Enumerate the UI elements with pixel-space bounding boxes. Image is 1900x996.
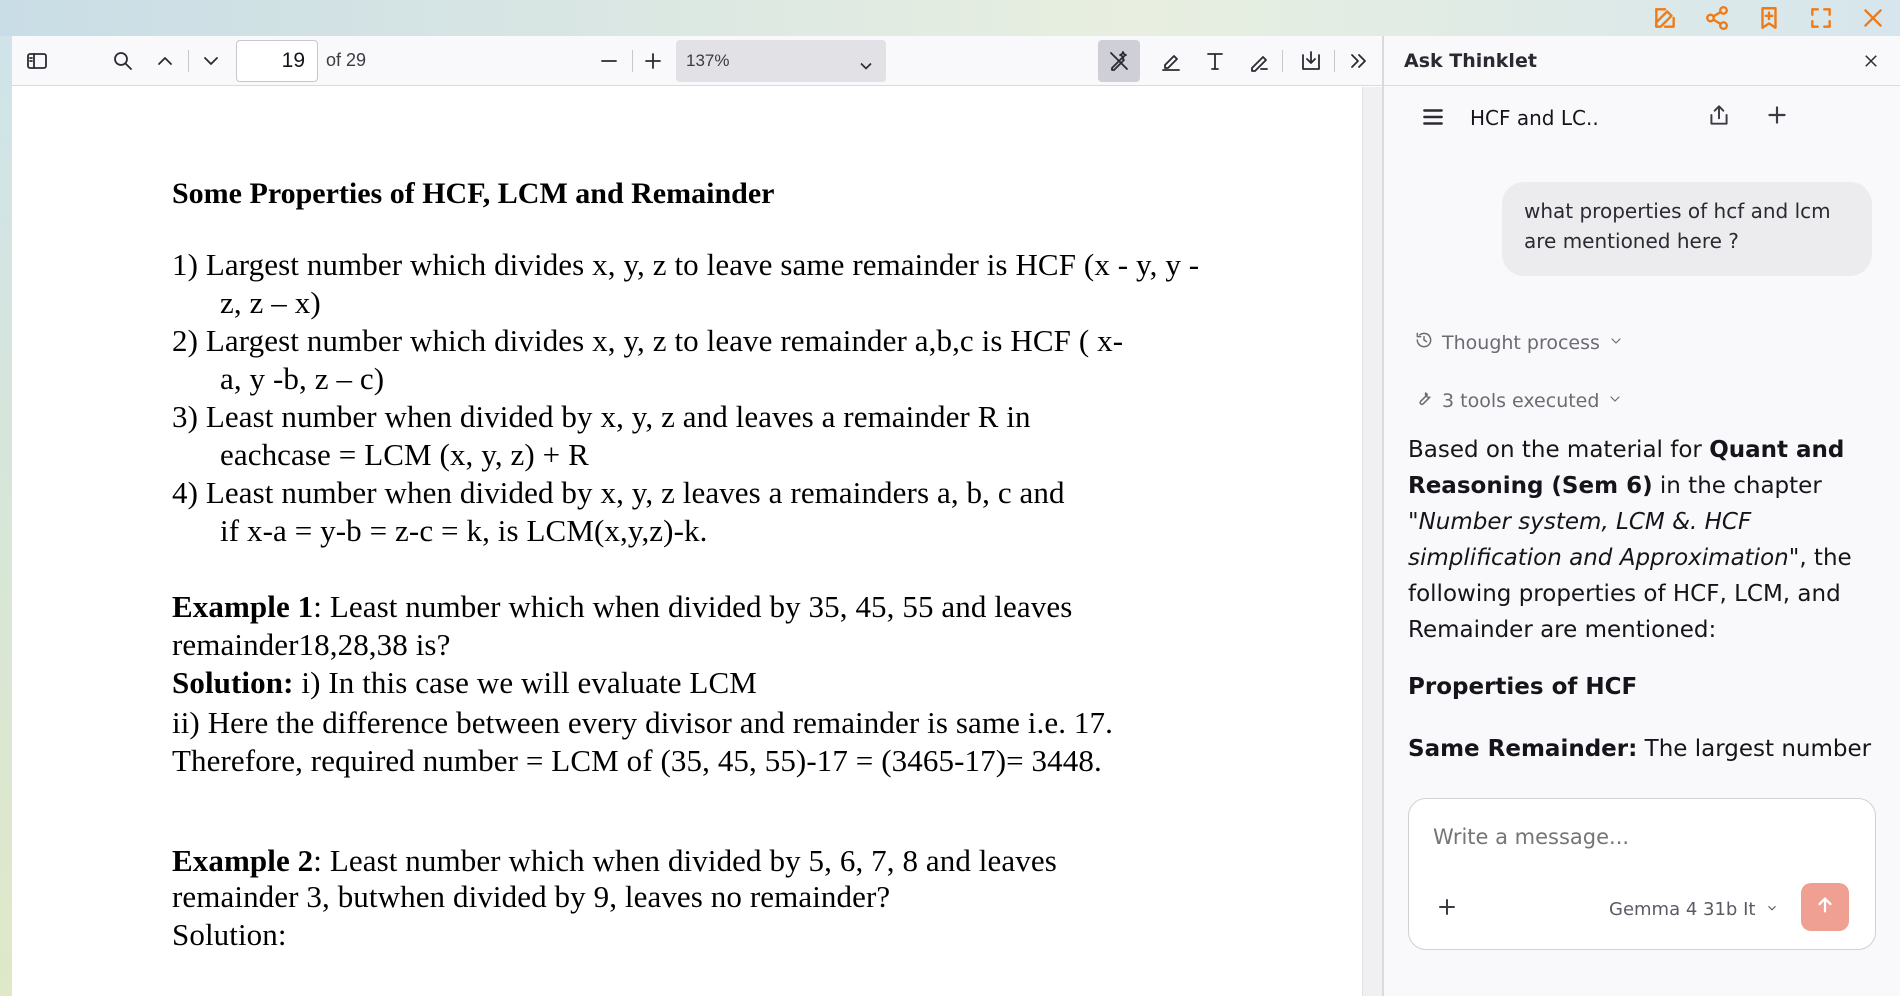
assistant-panel bbox=[1382, 36, 1900, 996]
answer-text: in the chapter bbox=[1652, 473, 1822, 499]
save-icon[interactable] bbox=[1294, 44, 1328, 78]
document-area[interactable] bbox=[12, 87, 1362, 996]
answer-italic: "Number system, LCM &. HCF simplification and Approximation" bbox=[1408, 509, 1800, 571]
answer-text: Based on the material for bbox=[1408, 437, 1710, 463]
more-tools-icon[interactable] bbox=[1342, 44, 1376, 78]
tools-executed-label: 3 tools executed bbox=[1442, 389, 1600, 412]
example-1-text-2: remainder18,28,38 is? bbox=[172, 627, 451, 662]
model-select[interactable] bbox=[1609, 899, 1779, 920]
example-2-solution: Solution: bbox=[172, 917, 287, 952]
message-input[interactable] bbox=[1433, 825, 1853, 849]
chat-bar bbox=[1384, 86, 1900, 146]
document-line: 4) Least number when divided by x, y, z leaves a remainders a, b, c and bbox=[172, 475, 1065, 510]
assistant-answer bbox=[1408, 432, 1878, 648]
sidebar-toggle-icon[interactable] bbox=[20, 44, 54, 78]
answer-bold: Quant and Reasoning (Sem 6) bbox=[1408, 437, 1845, 499]
answer-heading: Properties of HCF bbox=[1408, 674, 1638, 700]
panel-header bbox=[1384, 36, 1900, 86]
chevron-down-icon bbox=[1608, 332, 1624, 354]
thought-process-label: Thought process bbox=[1442, 331, 1600, 354]
chevron-down-icon bbox=[1607, 390, 1623, 412]
toolbar-separator bbox=[632, 50, 633, 72]
toolbar-separator bbox=[1334, 50, 1335, 72]
new-chat-icon[interactable] bbox=[1764, 102, 1790, 132]
pdf-toolbar bbox=[12, 36, 1382, 86]
answer-item-label: Same Remainder: bbox=[1408, 736, 1638, 762]
pdf-page bbox=[22, 87, 1352, 996]
ai-edit-icon[interactable] bbox=[1098, 40, 1140, 82]
search-icon[interactable] bbox=[106, 44, 140, 78]
chat-title[interactable]: HCF and LC.. bbox=[1470, 106, 1599, 130]
pdf-viewer bbox=[12, 36, 1382, 996]
solution-line-3: Therefore, required number = LCM of (35, 45, 55)-17 = (3465-17)= 3448. bbox=[172, 743, 1102, 778]
solution-1 bbox=[172, 665, 757, 701]
edit-icon[interactable] bbox=[1648, 0, 1682, 36]
example-2-text-2: remainder 3, butwhen divided by 9, leaves no remainder? bbox=[172, 879, 891, 914]
answer-text: , the following properties of HCF, LCM, and Remainder are mentioned: bbox=[1408, 545, 1852, 643]
document-line: 2) Largest number which divides x, y, z to leave remainder a,b,c is HCF ( x- bbox=[172, 323, 1124, 358]
example-1-label: Example 1 bbox=[172, 589, 314, 624]
answer-item bbox=[1408, 736, 1871, 762]
document-line: 1) Largest number which divides x, y, z to leave same remainder is HCF (x - y, y - bbox=[172, 247, 1200, 282]
previous-page-icon[interactable] bbox=[148, 44, 182, 78]
chevron-down-icon bbox=[1765, 899, 1779, 920]
title-actions bbox=[1648, 0, 1890, 36]
user-message: what properties of hcf and lcm are mentioned here ? bbox=[1502, 182, 1872, 276]
answer-fade bbox=[1384, 774, 1900, 796]
chevron-down-icon bbox=[856, 50, 876, 92]
title-bar bbox=[0, 0, 1900, 36]
model-name: Gemma 4 31b It bbox=[1609, 899, 1756, 920]
bookmark-add-icon[interactable] bbox=[1752, 0, 1786, 36]
zoom-out-icon[interactable] bbox=[592, 44, 626, 78]
document-line: eachcase = LCM (x, y, z) + R bbox=[220, 437, 589, 472]
example-2-label: Example 2 bbox=[172, 843, 314, 878]
close-panel-icon[interactable] bbox=[1856, 46, 1886, 76]
zoom-in-icon[interactable] bbox=[636, 44, 670, 78]
document-line: 3) Least number when divided by x, y, z and leaves a remainder R in bbox=[172, 399, 1031, 434]
page-heading: Some Properties of HCF, LCM and Remainder bbox=[172, 177, 775, 210]
example-1-text: : Least number which when divided by 35, 45, 55 and leaves bbox=[313, 589, 1073, 624]
send-button[interactable] bbox=[1801, 883, 1849, 931]
export-icon[interactable] bbox=[1706, 102, 1732, 132]
example-2-text: : Least number which when divided by 5, 6, 7, 8 and leaves bbox=[313, 843, 1057, 878]
fullscreen-icon[interactable] bbox=[1804, 0, 1838, 36]
document-line: z, z – x) bbox=[220, 285, 321, 320]
panel-title: Ask Thinklet bbox=[1404, 50, 1537, 72]
wrench-icon bbox=[1414, 388, 1434, 413]
draw-icon[interactable] bbox=[1242, 44, 1276, 78]
tools-executed-toggle[interactable] bbox=[1414, 388, 1623, 413]
document-scrollbar[interactable] bbox=[1362, 87, 1382, 996]
close-window-icon[interactable] bbox=[1856, 0, 1890, 36]
next-page-icon[interactable] bbox=[194, 44, 228, 78]
attach-icon[interactable] bbox=[1435, 895, 1459, 923]
share-icon[interactable] bbox=[1700, 0, 1734, 36]
message-composer bbox=[1408, 798, 1876, 950]
highlight-icon[interactable] bbox=[1154, 44, 1188, 78]
example-1 bbox=[172, 589, 1072, 625]
toolbar-separator bbox=[188, 50, 189, 72]
menu-icon[interactable] bbox=[1420, 104, 1446, 134]
zoom-select[interactable] bbox=[676, 40, 886, 82]
document-line: a, y -b, z – c) bbox=[220, 361, 385, 396]
thought-process-toggle[interactable] bbox=[1414, 330, 1624, 355]
page-number-input[interactable]: 19 bbox=[236, 40, 318, 82]
solution-label: Solution: bbox=[172, 665, 294, 700]
document-line: if x-a = y-b = z-c = k, is LCM(x,y,z)-k. bbox=[220, 513, 708, 548]
solution-text: i) In this case we will evaluate LCM bbox=[293, 665, 757, 700]
answer-item-text: The largest number bbox=[1637, 736, 1872, 762]
arrow-up-icon bbox=[1814, 894, 1836, 920]
history-icon bbox=[1414, 330, 1434, 355]
zoom-value: 137% bbox=[686, 51, 730, 70]
page-total: of 29 bbox=[326, 50, 367, 70]
solution-line-2: ii) Here the difference between every divisor and remainder is same i.e. 17. bbox=[172, 705, 1113, 740]
example-2 bbox=[172, 843, 1057, 879]
toolbar-separator bbox=[1282, 50, 1283, 72]
text-tool-icon[interactable] bbox=[1198, 44, 1232, 78]
